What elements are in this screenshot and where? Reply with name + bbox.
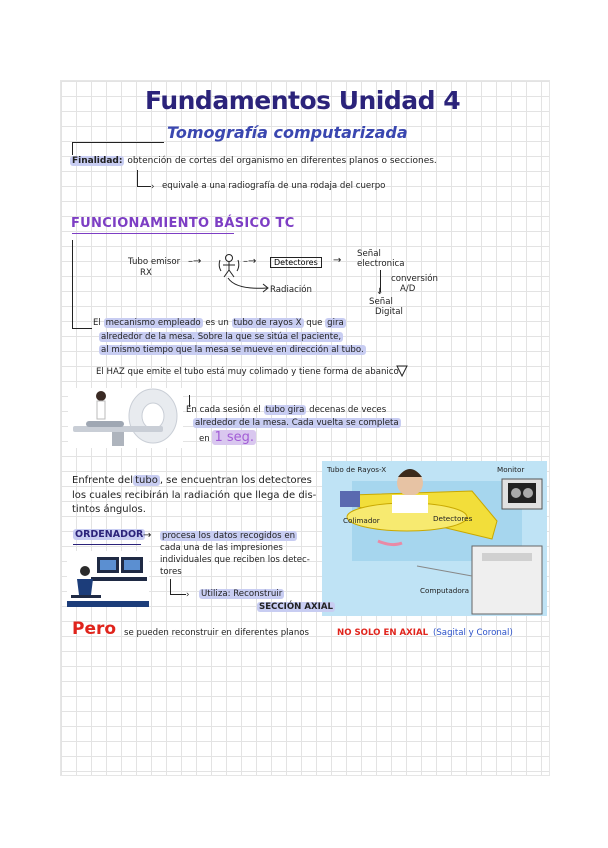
connector — [137, 186, 151, 187]
diagram-colimador-label: Colimador — [343, 516, 380, 525]
detectores-box: Detectores — [270, 257, 322, 268]
ordenador-line1: procesa los datos recogidos en — [162, 531, 296, 541]
rx-label: RX — [140, 268, 152, 278]
radiacion-label: Radiación — [270, 285, 312, 295]
ordenador-line2: cada una de las impresiones — [160, 543, 283, 553]
funcionamiento-heading: FUNCIONAMIENTO BÁSICO TC — [71, 216, 295, 231]
senal-digital-2: Digital — [375, 307, 403, 317]
pero-planes: (Sagital y Coronal) — [433, 628, 513, 638]
enfrente-line1: Enfrente del tubo , se encuentran los detectores — [72, 475, 312, 486]
equivale-text: equivale a una radiografía de una rodaja del cuerpo — [162, 181, 386, 191]
connector — [72, 240, 73, 328]
finalidad-row — [70, 156, 437, 166]
haz-text: El HAZ que emite el tubo está muy colimado y tiene forma de abanico — [96, 367, 399, 377]
arrow-down-icon: ↓ — [376, 287, 384, 297]
diagram-tubo-label: Tubo de Rayos-X — [327, 465, 387, 474]
pero-word: Pero — [72, 619, 117, 639]
seccion-axial: SECCIÓN AXIAL — [259, 602, 333, 612]
arrow-icon: → — [143, 530, 152, 541]
page-subtitle: Tomografía computarizada — [167, 123, 408, 142]
pero-no-solo: NO SOLO EN AXIAL — [337, 628, 429, 638]
connector — [72, 142, 73, 155]
conversion-ad: A/D — [400, 284, 416, 294]
connector — [170, 579, 171, 594]
finalidad-label: Finalidad: — [72, 156, 123, 166]
conversion-label: conversión — [391, 274, 438, 284]
mecanismo-line1: El mecanismo empleado es un tubo de rayos X que gira — [93, 318, 344, 328]
heading-underline — [72, 233, 234, 234]
tubo-emisor-label: Tubo emisor — [128, 257, 181, 267]
arrow-icon: –→ — [188, 256, 202, 267]
ct-scanner-illustration — [68, 388, 183, 448]
sesion-line2: alrededor de la mesa. Cada vuelta se completa — [195, 418, 399, 428]
finalidad-text: obtención de cortes del organismo en diferentes planos o secciones. — [127, 156, 437, 166]
arrow-icon: › — [151, 182, 155, 192]
radiation-arrow — [222, 276, 272, 296]
mecanismo-line3: al mismo tiempo que la mesa se mueve en dirección al tubo. — [101, 345, 364, 355]
connector — [72, 142, 164, 143]
mecanismo-line2: alrededor de la mesa. Sobre la que se sitúa el paciente, — [101, 332, 342, 342]
senal-electronica-2: electronica — [357, 259, 405, 269]
fan-triangle-icon — [396, 365, 408, 377]
ordenador-line3: individuales que reciben los detec- — [160, 555, 310, 565]
ordenador-label: ORDENADOR — [75, 529, 144, 540]
arrow-icon: –→ — [243, 256, 257, 267]
connector — [137, 170, 138, 186]
enfrente-line3: tintos ángulos. — [72, 504, 146, 515]
utiliza-text: Utiliza: Reconstruir — [201, 589, 283, 599]
heading-underline — [73, 544, 141, 545]
senal-electronica-1: Señal — [357, 249, 381, 259]
arrow-icon: › — [186, 590, 190, 600]
page-title: Fundamentos Unidad 4 — [145, 86, 461, 115]
pero-text: se pueden reconstruir en diferentes planos — [124, 628, 310, 638]
diagram-monitor-label: Monitor — [497, 465, 525, 474]
ordenador-line4: tores — [160, 567, 182, 577]
enfrente-line2: los cuales recibirán la radiación que llega de dis- — [72, 490, 317, 501]
arrow-icon: → — [333, 255, 342, 266]
connector — [72, 328, 92, 329]
diagram-detectores-label: Detectores — [433, 514, 473, 523]
sesion-line1: En cada sesión el tubo gira decenas de veces — [186, 405, 387, 415]
operator-illustration — [67, 551, 149, 607]
sesion-line3: en 1 seg. — [199, 430, 255, 445]
connector — [170, 594, 186, 595]
senal-digital-1: Señal — [369, 297, 393, 307]
diagram-computadora-label: Computadora — [420, 586, 470, 595]
